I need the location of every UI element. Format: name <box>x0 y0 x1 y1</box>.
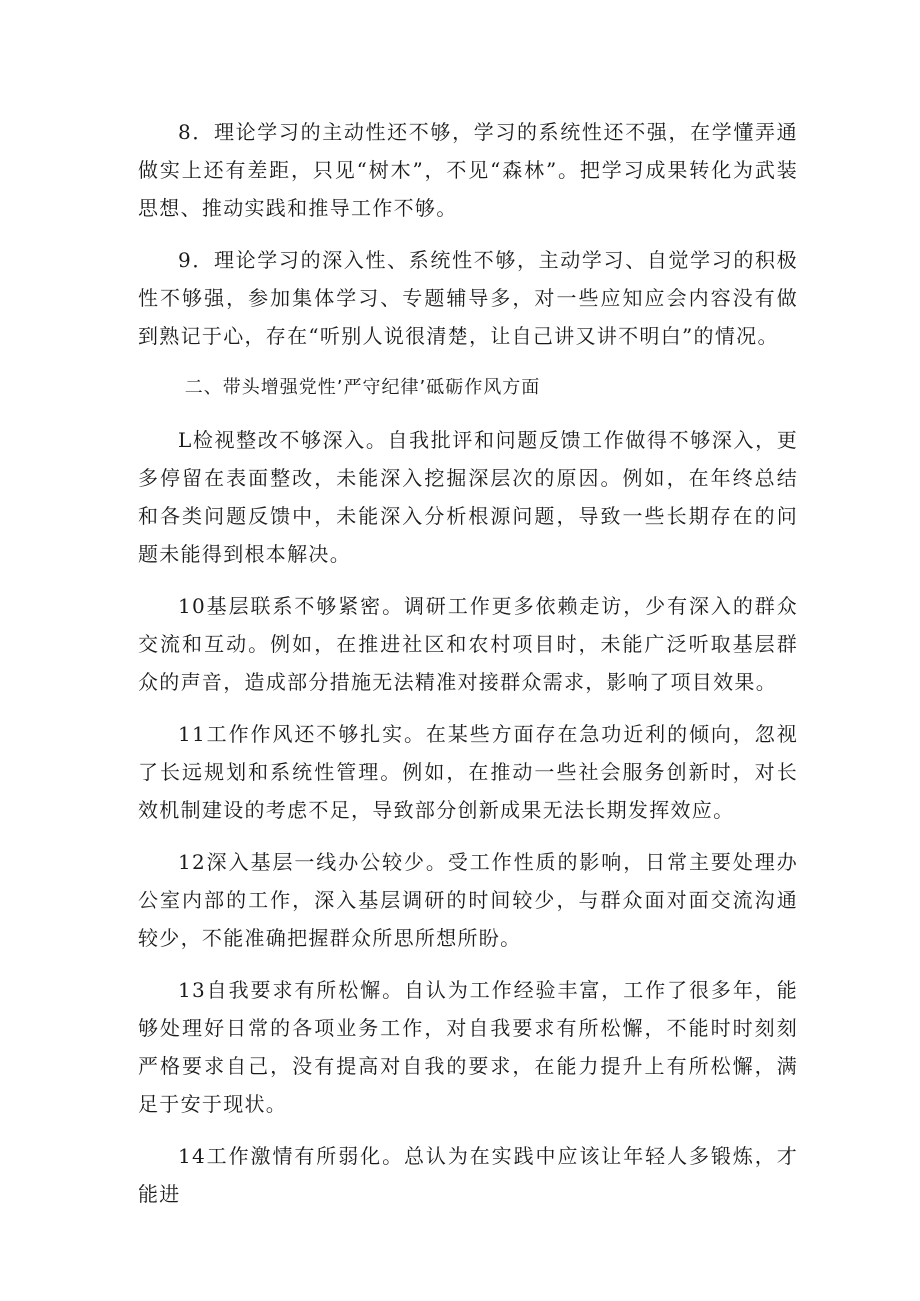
paragraph-8: 8．理论学习的主动性还不够，学习的系统性还不强，在学懂弄通做实上还有差距，只见“树木”，不见“森林”。把学习成果转化为武装思想、推动实践和推导工作不够。 <box>138 120 798 220</box>
paragraph-1: L检视整改不够深入。自我批评和问题反馈工作做得不够深入，更多停留在表面整改，未能深入挖掘深层次的原因。例如，在年终总结和各类问题反馈中，未能深入分析根源问题，导致一些长期存在的问题未能得到根本解决。 <box>138 428 798 566</box>
paragraph-9: 9．理论学习的深入性、系统性不够，主动学习、自觉学习的积极性不够强，参加集体学习、专题辅导多，对一些应知应会内容没有做到熟记于心，存在“听别人说很清楚，让自己讲又讲不明白”的情况。 <box>138 248 798 348</box>
document-body <box>138 113 798 1227</box>
paragraph-12: 12深入基层一线办公较少。受工作性质的影响，日常主要处理办公室内部的工作，深入基层调研的时间较少，与群众面对面交流沟通较少，不能准确把握群众所思所想所盼。 <box>138 850 798 950</box>
paragraph-11: 11工作作风还不够扎实。在某些方面存在急功近利的倾向，忽视了长远规划和系统性管理。例如，在推动一些社会服务创新时，对长效机制建设的考虑不足，导致部分创新成果无法长期发挥效应。 <box>138 722 798 822</box>
section-heading-2: 二、带头增强党性’严守纪律’砥砺作风方面 <box>184 377 541 398</box>
paragraph-10: 10基层联系不够紧密。调研工作更多依赖走访，少有深入的群众交流和互动。例如，在推进社区和农村项目时，未能广泛听取基层群众的声音，造成部分措施无法精准对接群众需求，影响了项目效果。 <box>138 594 798 694</box>
paragraph-14: 14工作激情有所弱化。总认为在实践中应该让年轻人多锻炼，才能进 <box>138 1144 798 1206</box>
paragraph-13: 13自我要求有所松懈。自认为工作经验丰富，工作了很多年，能够处理好日常的各项业务工作，对自我要求有所松懈，不能时时刻刻严格要求自己，没有提高对自我的要求，在能力提升上有所松懈，满足于安于现状。 <box>138 978 798 1116</box>
